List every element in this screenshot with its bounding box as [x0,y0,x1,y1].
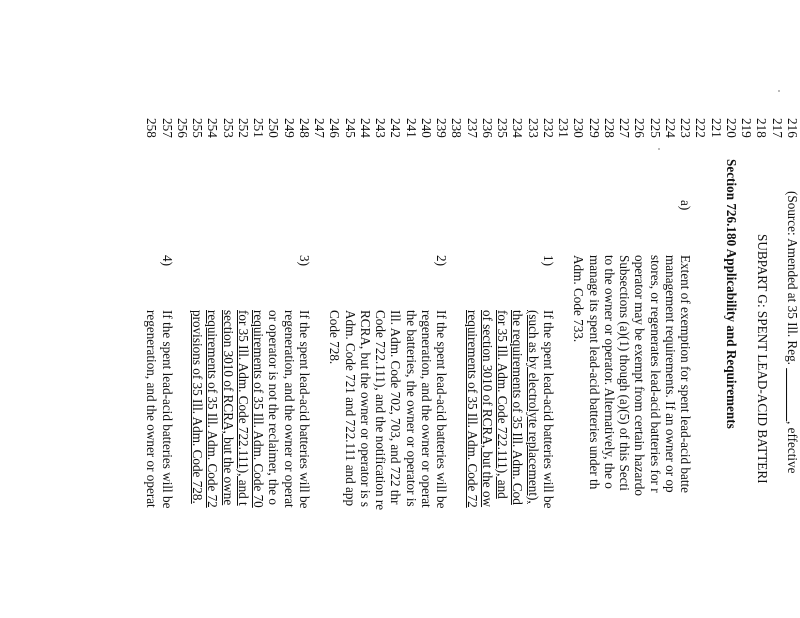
line-number: 238 [449,118,465,138]
item_3-text-line: for 35 Ill. Adm. Code 722.111), and t [236,310,251,506]
scan-speck [778,90,780,92]
line-number: 226 [632,118,648,138]
line-number: 252 [236,118,251,138]
item_2-text-line: the batteries, the owner or operator is [403,310,419,507]
item_1-label: 1) [541,255,556,266]
item_2-text-line: Ill. Adm. Code 702, 703, and 722 thr [388,310,404,505]
line-number: 231 [556,118,572,138]
item_3-text-line: If the spent lead-acid batteries will be [297,310,312,509]
item_2-text-line: RCRA, but the owner or operator is s [358,310,373,508]
line-number: 250 [266,118,282,138]
line-number: 245 [342,118,358,138]
scan-speck [658,148,660,150]
line-number: 237 [464,118,480,138]
item_4-text-line: regeneration, and the owner or operat [144,310,160,508]
item_3-text-line: or operator is not the reclaimer, the o [266,310,282,506]
line-number: 257 [159,118,175,138]
line-number: 240 [419,118,434,138]
line-number: 239 [434,118,450,138]
line-number: 254 [205,118,221,138]
line-number: 255 [190,118,206,138]
line-number: 243 [373,118,389,138]
line-number: 253 [220,118,236,138]
line-number: 234 [510,118,526,138]
line-number: 225 [647,118,663,138]
subsection_a-text-line: operator may be exempt from certain hazardo [632,255,648,496]
source-note-blank: ________ [785,368,800,422]
subsection_a-text-line: Extent of exemption for spent lead-acid batte [678,255,694,494]
line-number: 222 [693,118,709,138]
line-number: 217 [769,118,785,138]
line-number: 233 [525,118,541,138]
subsection_a-text-line: to the owner or operator. Alternatively, the o [602,255,617,489]
subsection_a-text-line: management requirements. If an owner or op [663,255,678,493]
subsection_a-text-line: Subsections (a)(1) though (a)(5) of this Secti [617,255,633,491]
item_2-label: 2) [434,255,450,266]
subsection_a-text-line: manage its spent lead-acid batteries under th [586,255,602,490]
item_1-text-line: If the spent lead-acid batteries will be [541,310,556,509]
source-note-prefix: (Source: Amended at 35 Ill. Reg. [785,191,800,369]
line-number: 220 [724,118,739,138]
item_4-label: 4) [159,255,175,266]
source-note-suffix: , effective [785,421,800,474]
line-number: 244 [358,118,373,138]
line-number: 219 [739,118,755,138]
item_3-text-line: regeneration, and the owner or operat [281,310,297,508]
line-number: 235 [495,118,511,138]
item_3-text-line: requirements of 35 Ill. Adm. Code 70 [251,310,267,508]
line-number: 256 [175,118,190,138]
item_1-text-line: the requirements of 35 Ill. Adm. Cod [510,310,526,505]
line-number: 229 [586,118,602,138]
line-number: 223 [678,118,694,138]
line-number: 258 [144,118,160,138]
item_2-text-line: Code 722.111), and the notification re [373,310,389,511]
line-number: 232 [541,118,556,138]
item_2-text-line: regeneration, and the owner or operat [419,310,434,508]
line-number: 241 [403,118,419,138]
line-number: 242 [388,118,404,138]
item_1-text-line: (such as by electrolyte replacement), [525,310,541,504]
line-number: 228 [602,118,617,138]
subsection_a-label: a) [678,200,694,211]
line-number: 216 [785,118,800,138]
subpart-title: SUBPART G: SPENT LEAD-ACID BATTERI [755,234,770,484]
item_3-text-line: provisions of 35 Ill. Adm. Code 728. [190,310,206,504]
item_3-text-line: section 3010 of RCRA, but the owne [220,310,236,506]
line-number: 218 [754,118,770,138]
item_2-text-line: If the spent lead-acid batteries will be [434,310,450,509]
item_2-text-line: Code 728. [327,310,343,365]
item_2-text-line: Adm. Code 721 and 722.111 and app [342,310,358,507]
line-number: 251 [251,118,267,138]
line-number: 246 [327,118,343,138]
line-number: 247 [312,118,328,138]
line-number: 224 [663,118,678,138]
item_3-text-line: requirements of 35 Ill. Adm. Code 72 [205,310,221,508]
subsection_a-text-line: Adm. Code 733. [571,255,587,343]
line-number: 249 [281,118,297,138]
line-number: 230 [571,118,587,138]
line-number: 221 [708,118,724,138]
item_1-text-line: requirements of 35 Ill. Adm. Code 72 [464,310,480,508]
item_4-text-line: If the spent lead-acid batteries will be [159,310,175,509]
line-number: 236 [480,118,495,138]
item_1-text-line: for 35 Ill. Adm. Code 722.111), and [495,310,511,499]
line-number: 248 [297,118,312,138]
item_3-label: 3) [297,255,312,266]
line-number: 227 [617,118,633,138]
section-heading: Section 726.180 Applicability and Requirements [724,159,739,429]
item_1-text-line: of section 3010 of RCRA, but the ow [480,310,495,508]
subsection_a-text-line: stores, or regenerates lead-acid batteries for r [647,255,663,493]
